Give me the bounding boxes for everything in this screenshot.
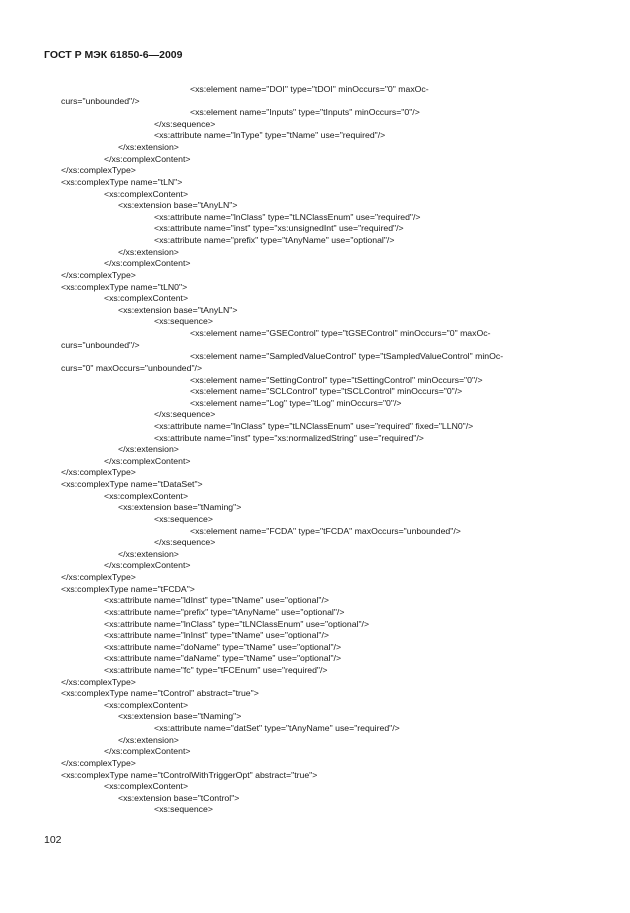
code-line: <xs:sequence> <box>154 513 213 524</box>
page-number: 102 <box>44 834 62 846</box>
code-line: </xs:extension> <box>118 548 179 559</box>
code-line: <xs:complexType name="tDataSet"> <box>61 479 203 490</box>
code-line: <xs:attribute name="fc" type="tFCEnum" use="required"/> <box>104 665 328 675</box>
code-line: </xs:complexContent> <box>104 560 191 571</box>
code-line: <xs:element name="FCDA" type="tFCDA" maxOccurs="unbounded"/> <box>190 525 461 536</box>
code-line: <xs:complexContent> <box>104 490 189 501</box>
code-line: </xs:sequence> <box>154 537 216 548</box>
code-line: <xs:complexType name="tFCDA"> <box>61 583 195 594</box>
code-line: <xs:complexContent> <box>104 781 189 792</box>
code-line: </xs:complexType> <box>61 165 136 176</box>
code-line: <xs:attribute name="lnClass" type="tLNClassEnum" use="required" fixed="LLN0"/> <box>154 420 474 431</box>
code-line: <xs:complexType name="tLN"> <box>61 176 183 187</box>
code-line: </xs:sequence> <box>154 409 216 420</box>
code-line: <xs:element name="DOI" type="tDOI" minOccurs="0" maxOc- <box>190 84 429 94</box>
code-line: <xs:complexContent> <box>104 699 189 710</box>
code-line: <xs:complexType name="tControlWithTriggerOpt" abstract="true"> <box>61 769 318 780</box>
code-line: <xs:extension base="tControl"> <box>118 792 240 803</box>
code-line: <xs:extension base="tAnyLN"> <box>118 200 238 211</box>
code-line: <xs:element name="GSEControl" type="tGSEControl" minOccurs="0" maxOc- <box>190 328 491 339</box>
code-line: </xs:extension> <box>118 734 179 745</box>
code-line: </xs:extension> <box>118 444 179 455</box>
document-header: ГОСТ Р МЭК 61850-6—2009 <box>44 49 183 61</box>
code-line: <xs:attribute name="doName" type="tName" use="optional"/> <box>104 641 342 652</box>
code-line: </xs:complexContent> <box>104 258 191 269</box>
code-line: </xs:extension> <box>118 142 179 153</box>
code-line: <xs:element name="Inputs" type="tInputs" minOccurs="0"/> <box>190 107 420 118</box>
code-line: <xs:complexType name="tLN0"> <box>61 281 188 292</box>
code-line: <xs:element name="SampledValueControl" type="tSampledValueControl" minOc- <box>190 351 504 362</box>
code-line: <xs:element name="SCLControl" type="tSCLControl" minOccurs="0"/> <box>190 386 463 397</box>
code-line: <xs:extension base="tAnyLN"> <box>118 304 238 315</box>
code-line: <xs:attribute name="prefix" type="tAnyName" use="optional"/> <box>154 235 395 246</box>
code-line: <xs:complexContent> <box>104 188 189 199</box>
code-line: curs="unbounded"/> <box>61 339 140 350</box>
code-line: </xs:complexType> <box>61 269 136 280</box>
code-line: <xs:extension base="tNaming"> <box>118 502 242 513</box>
code-line: <xs:attribute name="inst" type="xs:normalizedString" use="required"/> <box>154 432 424 443</box>
code-line: <xs:attribute name="datSet" type="tAnyName" use="required"/> <box>154 723 400 734</box>
code-line: </xs:complexType> <box>61 467 136 478</box>
code-line: </xs:complexType> <box>61 757 136 768</box>
code-line: <xs:attribute name="lnClass" type="tLNClassEnum" use="optional"/> <box>104 618 370 629</box>
code-line: <xs:sequence> <box>154 316 213 327</box>
code-line: </xs:complexContent> <box>104 455 191 466</box>
code-line: <xs:extension base="tNaming"> <box>118 711 242 722</box>
code-line: <xs:attribute name="daName" type="tName" use="optional"/> <box>104 653 342 664</box>
code-line: </xs:complexContent> <box>104 153 191 164</box>
code-line: <xs:attribute name="lnInst" type="tName" use="optional"/> <box>104 630 329 641</box>
code-line: </xs:extension> <box>118 246 179 257</box>
code-line: <xs:element name="SettingControl" type="tSettingControl" minOccurs="0"/> <box>190 374 483 385</box>
code-line: <xs:complexType name="tControl" abstract="true"> <box>61 688 259 699</box>
code-line: <xs:attribute name="lnType" type="tName" use="required"/> <box>154 130 386 141</box>
code-line: </xs:sequence> <box>154 118 216 129</box>
code-line: <xs:attribute name="ldInst" type="tName" use="optional"/> <box>104 595 329 606</box>
code-line: <xs:sequence> <box>154 804 213 815</box>
code-line: </xs:complexType> <box>61 572 136 583</box>
code-line: <xs:element name="Log" type="tLog" minOccurs="0"/> <box>190 397 402 408</box>
code-line: <xs:complexContent> <box>104 293 189 304</box>
code-line: </xs:complexType> <box>61 676 136 687</box>
code-line: </xs:complexContent> <box>104 746 191 757</box>
code-line: <xs:attribute name="lnClass" type="tLNClassEnum" use="required"/> <box>154 211 421 222</box>
code-line: curs="0" maxOccurs="unbounded"/> <box>61 362 203 373</box>
code-line: <xs:attribute name="prefix" type="tAnyName" use="optional"/> <box>104 606 345 617</box>
code-line: <xs:attribute name="inst" type="xs:unsignedInt" use="required"/> <box>154 223 404 234</box>
code-line: curs="unbounded"/> <box>61 95 140 106</box>
